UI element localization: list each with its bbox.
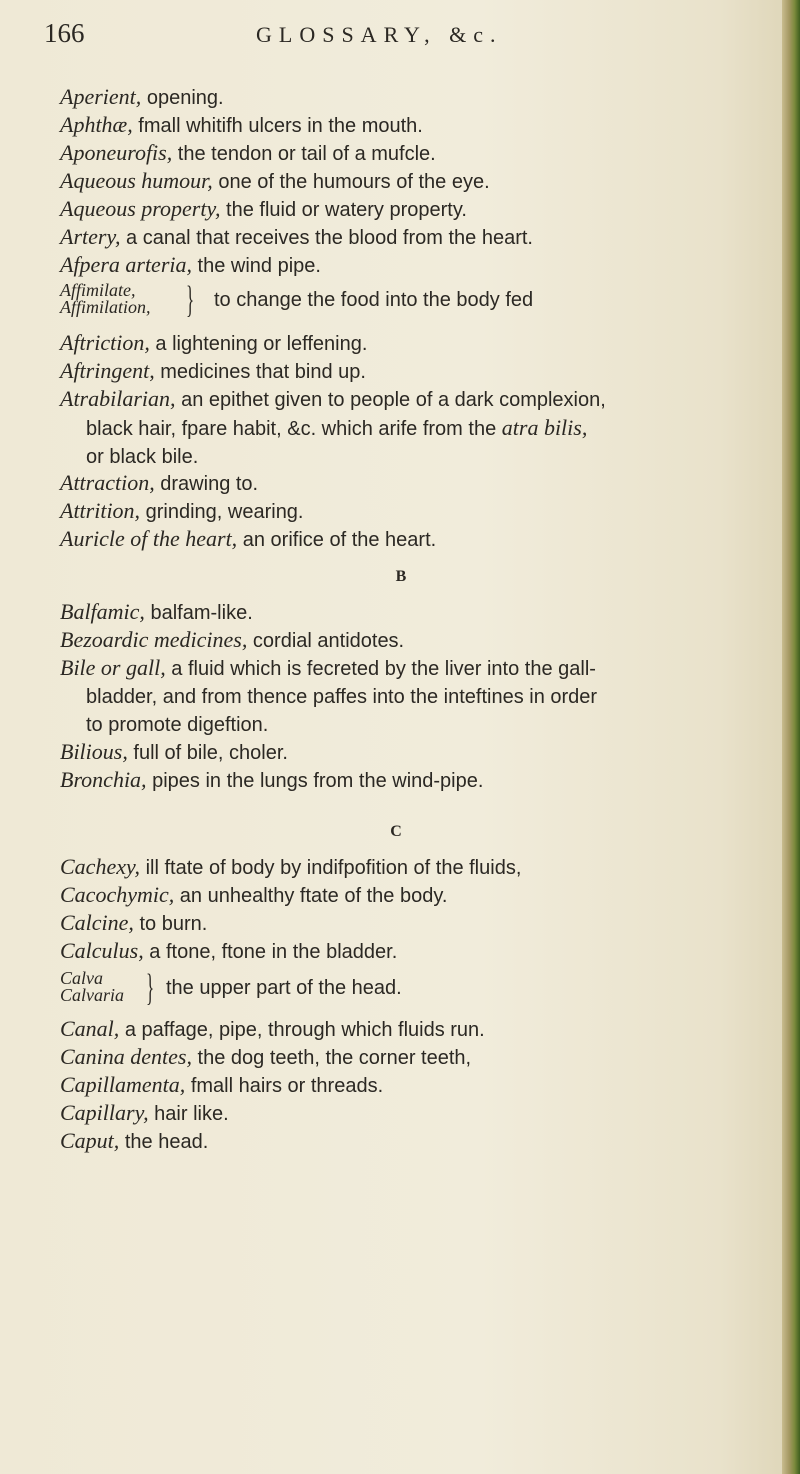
page-edge-binding: [782, 0, 800, 1474]
entry-continuation: or black bile.: [86, 446, 199, 468]
grouped-entry-calva: [60, 967, 740, 1010]
glossary-entry: [60, 909, 740, 938]
entry-term: Calcine,: [60, 910, 134, 935]
entry-term: Affimilation,: [60, 297, 151, 317]
entry-continuation: bladder, and from thence paffes into the inteftines in order: [86, 686, 598, 708]
page-number: 166: [44, 18, 85, 48]
entry-definition: a lightening or leffening.: [149, 333, 368, 355]
entry-term: Canal,: [60, 1016, 120, 1041]
entry-definition: grinding, wearing.: [140, 501, 304, 523]
entry-term: Attraction,: [60, 470, 155, 495]
entry-definition: a paffage, pipe, through which fluids run.: [119, 1019, 485, 1041]
entry-definition: an epithet given to people of a dark complexion,: [175, 389, 606, 411]
page-header: [44, 18, 744, 58]
glossary-entry: [60, 195, 740, 224]
entry-definition: a fluid which is fecreted by the liver into the gall-: [165, 658, 596, 680]
entry-definition: the dog teeth, the corner teeth,: [192, 1047, 472, 1069]
entry-term: Aphthæ,: [60, 112, 133, 137]
glossary-entry: [60, 111, 740, 140]
glossary-entry: [60, 1015, 740, 1044]
glossary-entry: [60, 881, 740, 910]
glossary-entry: [60, 937, 740, 966]
glossary-entry: [60, 738, 740, 767]
entry-term: Cacochymic,: [60, 882, 175, 907]
entry-term: Calva: [60, 968, 103, 988]
running-head: GLOSSARY, &c.: [256, 22, 503, 47]
entry-term: Cachexy,: [60, 854, 141, 879]
entry-definition: fmall hairs or threads.: [185, 1075, 384, 1097]
brace: }: [146, 967, 155, 1009]
glossary-entry: [60, 497, 740, 526]
entry-definition: to change the food into the body fed: [214, 289, 534, 311]
glossary-entry: [60, 626, 740, 655]
entry-term: Afpera arteria,: [60, 252, 192, 277]
entry-definition: hair like.: [148, 1103, 229, 1125]
entry-definition: the fluid or watery property.: [220, 199, 467, 221]
entry-definition: a ftone, ftone in the bladder.: [143, 941, 398, 963]
entry-continuation: black hair, fpare habit, &c. which arife from the atra bilis,: [86, 415, 588, 440]
entry-term: Bilious,: [60, 739, 128, 764]
glossary-entry: [60, 83, 740, 112]
glossary-entry: [60, 853, 740, 882]
entry-definition: medicines that bind up.: [154, 361, 366, 383]
entry-definition: to burn.: [133, 913, 208, 935]
entry-term: Caput,: [60, 1128, 120, 1153]
entry-definition: fmall whitifh ulcers in the mouth.: [132, 115, 423, 137]
entry-term: Bronchia,: [60, 767, 147, 792]
entry-definition: the tendon or tail of a mufcle.: [172, 143, 436, 165]
entry-definition: full of bile, choler.: [127, 742, 288, 764]
glossary-entry: [60, 329, 740, 358]
entry-definition: balfam-like.: [144, 602, 253, 624]
entry-term: Capillary,: [60, 1100, 149, 1125]
glossary-entry: [60, 1071, 740, 1100]
glossary-entry: [60, 139, 740, 168]
section-letter-c: C: [390, 823, 402, 840]
glossary-entry: [60, 385, 740, 471]
glossary-entry: [60, 251, 740, 280]
entry-term: Bezoardic medicines,: [60, 627, 248, 652]
glossary-entry: [60, 1127, 740, 1156]
entry-definition: the upper part of the head.: [166, 977, 402, 999]
entry-term: Attrition,: [60, 498, 141, 523]
glossary-entry: [60, 654, 740, 739]
glossary-entry: [60, 223, 740, 252]
glossary-entry: [60, 525, 740, 554]
entry-continuation: to promote digeftion.: [86, 714, 269, 736]
entry-definition: an orifice of the heart.: [237, 529, 437, 551]
entry-definition: the head.: [119, 1131, 209, 1153]
entry-term: Aftriction,: [60, 330, 150, 355]
entry-term: Bile or gall,: [60, 655, 166, 680]
entry-term: Calculus,: [60, 938, 144, 963]
entry-term: Affimilate,: [60, 280, 136, 300]
glossary-entry: [60, 167, 740, 196]
entry-term: Aftringent,: [60, 358, 155, 383]
entry-term: Artery,: [60, 224, 121, 249]
entry-term: Aponeurofis,: [60, 140, 173, 165]
glossary-entry: [60, 598, 740, 627]
section-letter-b: B: [395, 568, 407, 585]
glossary-entry: [60, 1099, 740, 1128]
entry-term: Calvaria: [60, 985, 125, 1005]
entry-term: Canina dentes,: [60, 1044, 192, 1069]
entry-definition: a canal that receives the blood from the heart.: [120, 227, 533, 249]
entry-term: Capillamenta,: [60, 1072, 186, 1097]
entry-latin-term: atra bilis,: [501, 415, 588, 440]
glossary-entry: [60, 766, 740, 795]
entry-definition: one of the humours of the eye.: [212, 171, 490, 193]
glossary-entry: [60, 357, 740, 386]
brace: }: [186, 279, 195, 321]
glossary-entry: [60, 469, 740, 498]
entry-term: Atrabilarian,: [60, 386, 176, 411]
entry-term: Aperient,: [60, 84, 142, 109]
entry-definition: opening.: [141, 87, 224, 109]
entry-term: Aqueous property,: [60, 196, 221, 221]
entry-definition: an unhealthy ftate of the body.: [174, 885, 448, 907]
entry-definition: pipes in the lungs from the wind-pipe.: [146, 770, 484, 792]
grouped-entry-assimilate: [60, 279, 740, 322]
entry-definition: drawing to.: [154, 473, 259, 495]
entry-term: Balfamic,: [60, 599, 145, 624]
entry-term: Auricle of the heart,: [60, 526, 238, 551]
entry-definition: ill ftate of body by indifpofition of the fluids,: [140, 857, 522, 879]
entry-term: Aqueous humour,: [60, 168, 213, 193]
glossary-entry: [60, 1043, 740, 1072]
entry-definition: the wind pipe.: [192, 255, 321, 277]
entry-definition: cordial antidotes.: [247, 630, 405, 652]
